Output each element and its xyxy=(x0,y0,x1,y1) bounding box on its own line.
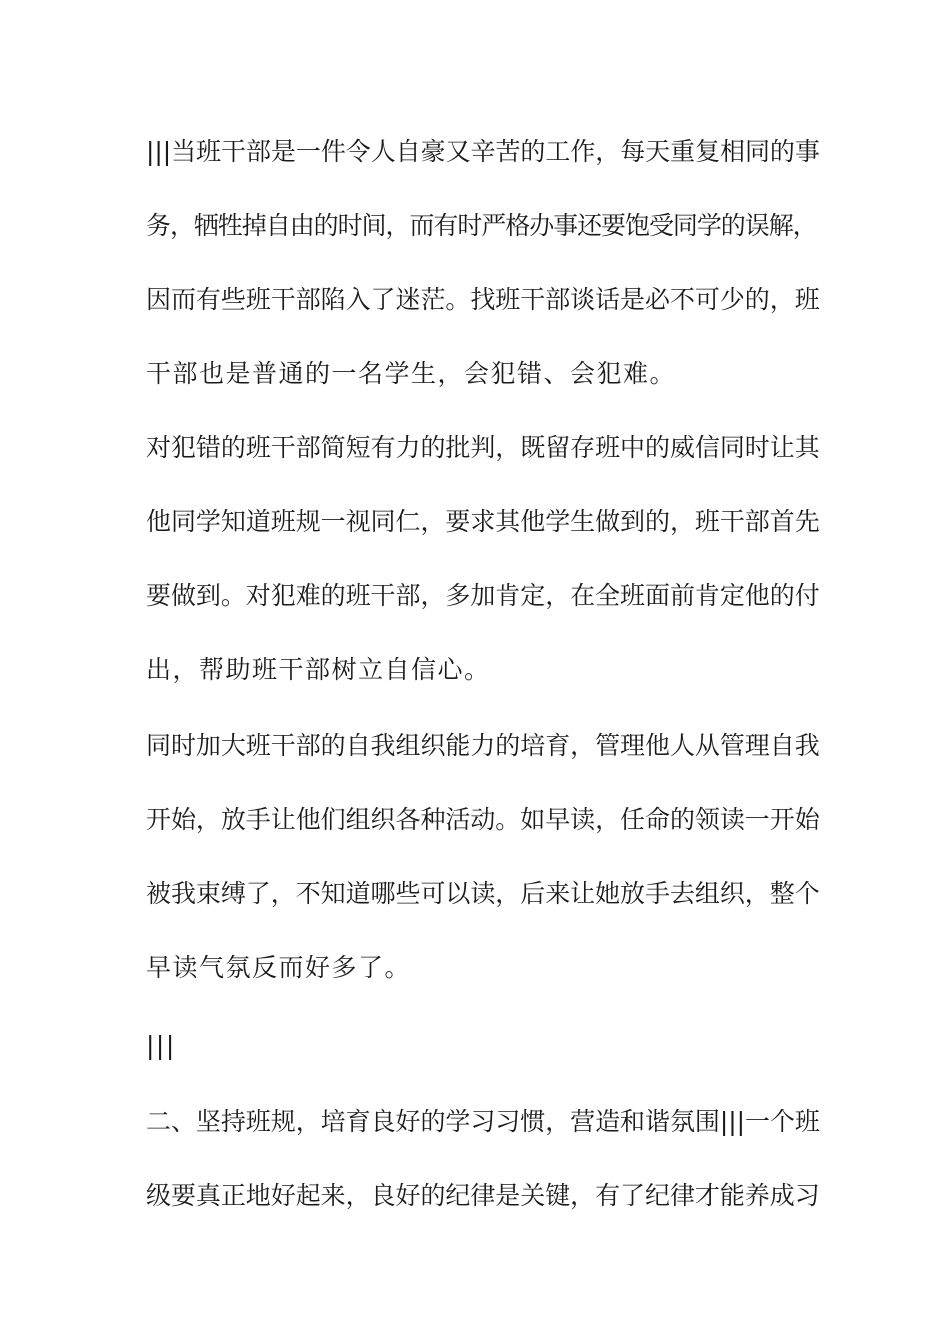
text-line: 同时加大班干部的自我组织能力的培育，管理他人从管理自我 xyxy=(146,731,820,760)
text-line: |||当班干部是一件令人自豪又辛苦的工作，每天重复相同的事 xyxy=(146,137,820,166)
text-line: 对犯错的班干部简短有力的批判，既留存班中的威信同时让其 xyxy=(146,433,820,462)
text-line: 开始，放手让他们组织各种活动。如早读，任命的领读一开始 xyxy=(146,805,820,834)
text-line: 早读气氛反而好多了。 xyxy=(146,953,412,982)
text-line: 被我束缚了，不知道哪些可以读，后来让她放手去组织，整个 xyxy=(146,879,820,908)
text-line: 出，帮助班干部树立自信心。 xyxy=(146,655,491,684)
text-line: 因而有些班干部陷入了迷茫。找班干部谈话是必不可少的，班 xyxy=(146,285,820,314)
text-line: 二、坚持班规，培育良好的学习习惯，营造和谐氛围|||一个班 xyxy=(146,1107,820,1136)
text-line: 级要真正地好起来，良好的纪律是关键，有了纪律才能养成习 xyxy=(146,1181,820,1210)
text-line: ||| xyxy=(146,1031,176,1060)
text-line: 务，牺牲掉自由的时间，而有时严格办事还要饱受同学的误解， xyxy=(146,211,817,240)
text-line: 干部也是普通的一名学生，会犯错、会犯难。 xyxy=(146,359,677,388)
text-line: 他同学知道班规一视同仁，要求其他学生做到的，班干部首先 xyxy=(146,507,820,536)
text-line: 要做到。对犯难的班干部，多加肯定，在全班面前肯定他的付 xyxy=(146,581,820,610)
